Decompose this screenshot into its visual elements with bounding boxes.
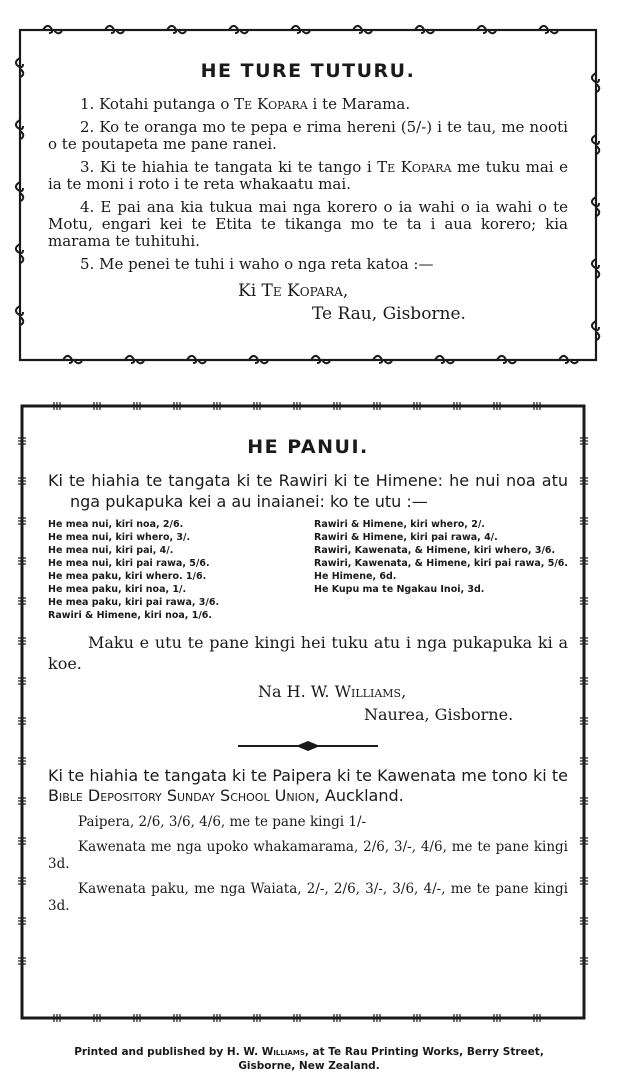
- signature-line-1: Na H. W. Williams,: [258, 682, 407, 701]
- price-item: He mea nui, kiri noa, 2/6.: [48, 519, 184, 530]
- price-item: He Himene, 6d.: [314, 571, 397, 582]
- price-item: He mea paku, kiri whero. 1/6.: [48, 571, 207, 582]
- postage-note: Maku e utu te pane kingi hei tuku atu i nga pukapuka ki a koe.: [48, 633, 568, 673]
- price-list: [48, 518, 568, 622]
- price-column-left: [48, 518, 302, 622]
- address-line-1: Ki Te Kopara,: [238, 281, 349, 301]
- imprint-line-1: Printed and published by H. W. Williams, at Te Rau Printing Works, Berry Street,: [74, 1046, 544, 1058]
- imprint-line-2: Gisborne, New Zealand.: [238, 1060, 380, 1072]
- price-item: He mea nui, kiri pai rawa, 5/6.: [48, 558, 210, 569]
- rule-3: 3. Ki te hiahia te tangata ki te tango i Te Kopara me tuku mai e ia te moni i roto i te reta whakaatu mai.: [48, 158, 568, 193]
- rules-box: [12, 22, 604, 368]
- price-item: He mea nui, kiri pai, 4/.: [48, 545, 174, 556]
- price-item: He Kupu ma te Ngakau Inoi, 3d.: [314, 584, 485, 595]
- rule-2: 2. Ko te oranga mo te pepa e rima hereni (5/-) i te tau, me nooti o te poutapeta me pane ranei.: [48, 118, 568, 153]
- signature-line-2: Naurea, Gisborne.: [364, 705, 514, 724]
- rule-5: 5. Me penei te tuhi i waho o nga reta katoa :—: [80, 255, 434, 273]
- price-item: Rawiri & Himene, kiri whero, 2/.: [314, 519, 485, 530]
- printer-imprint: [0, 1045, 618, 1073]
- rule-4: 4. E pai ana kia tukua mai nga korero o ia wahi o ia wahi o te Motu, engari kei te Etita te tikanga mo te ta i aua korero; kia marama te tuhituhi.: [48, 198, 568, 250]
- notice-intro: Ki te hiahia te tangata ki te Rawiri ki te Himene: he nui noa atu nga pukapuka kei a au inaianei: ko te utu :—: [48, 471, 568, 511]
- rules-title: HE TURE TUTURU.: [200, 60, 416, 82]
- paipera-prices: Paipera, 2/6, 3/6, 4/6, me te pane kingi 1/-: [78, 814, 367, 830]
- address-line-2: Te Rau, Gisborne.: [312, 304, 466, 324]
- price-item: He mea nui, kiri whero, 3/.: [48, 532, 191, 543]
- kawenata-paku-prices: Kawenata paku, me nga Waiata, 2/-, 2/6, 3/-, 3/6, 4/-, me te pane kingi 3d.: [48, 881, 568, 914]
- notice-title: HE PANUI.: [247, 436, 369, 458]
- divider-ornament: [238, 740, 378, 752]
- kawenata-prices: Kawenata me nga upoko whakamarama, 2/6, 3/-, 4/6, me te pane kingi 3d.: [48, 839, 568, 872]
- price-item: Rawiri, Kawenata, & Himene, kiri pai rawa, 5/6.: [314, 558, 569, 569]
- bible-notice: Ki te hiahia te tangata ki te Paipera ki te Kawenata me tono ki te Bible Depository Sunday School Union, Auckland.: [48, 766, 568, 805]
- price-item: He mea paku, kiri pai rawa, 3/6.: [48, 597, 220, 608]
- rule-1: 1. Kotahi putanga o Te Kopara i te Marama.: [80, 95, 411, 113]
- notice-box: [14, 398, 592, 1026]
- price-item: Rawiri & Himene, kiri noa, 1/6.: [48, 610, 213, 621]
- price-item: Rawiri, Kawenata, & Himene, kiri whero, 3/6.: [314, 545, 556, 556]
- price-column-right: [314, 518, 568, 622]
- price-item: He mea paku, kiri noa, 1/.: [48, 584, 187, 595]
- price-item: Rawiri & Himene, kiri pai rawa, 4/.: [314, 532, 498, 543]
